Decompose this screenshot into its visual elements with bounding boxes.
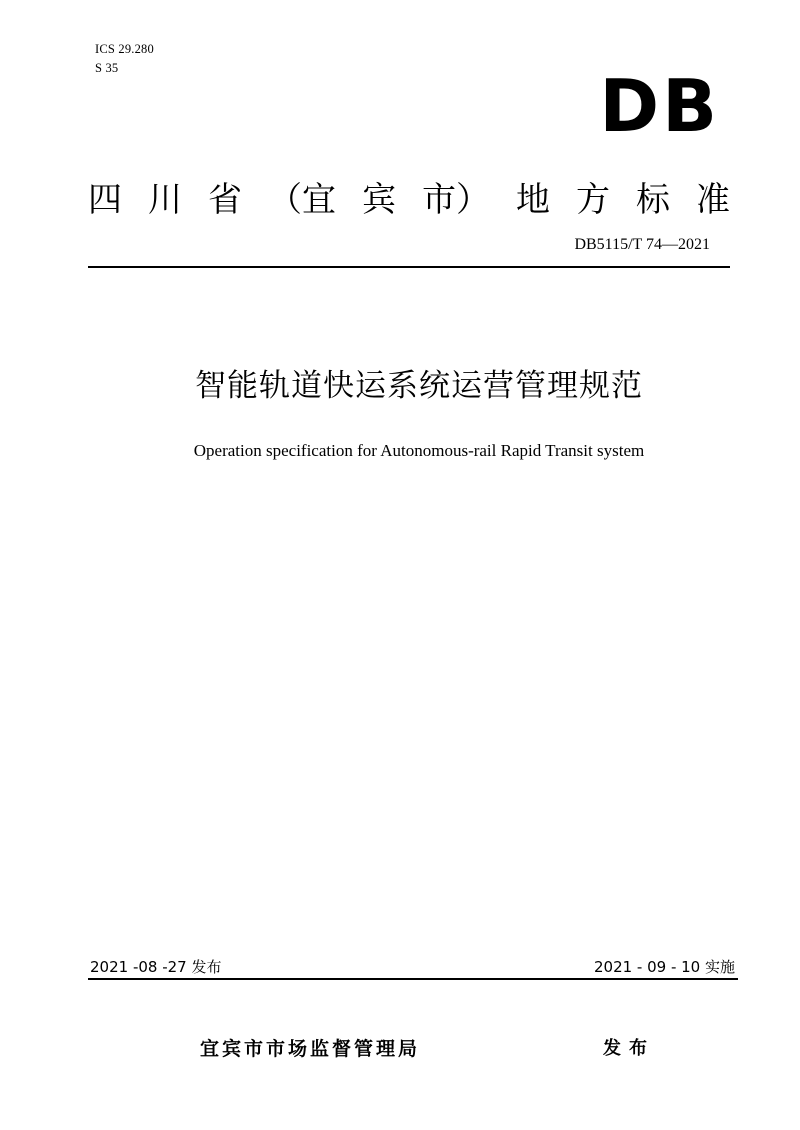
- title-char: 准: [696, 180, 730, 220]
- title-char: 四: [88, 180, 122, 220]
- publish-label: 发布: [603, 1038, 655, 1059]
- document-subtitle: Operation specification for Autonomous-rail Rapid Transit system: [193, 441, 645, 460]
- issuing-authority: 宜宾市市场监督管理局: [200, 1038, 421, 1060]
- title-char: （宜: [268, 180, 336, 220]
- issue-date: 2021 -08 -27 发布: [90, 958, 222, 976]
- title-char: 标: [636, 180, 670, 220]
- title-char: 川: [148, 180, 182, 220]
- footer-divider: [88, 978, 738, 980]
- title-char: 省: [208, 180, 242, 220]
- title-char: 地: [516, 180, 550, 220]
- header-divider: [88, 266, 730, 268]
- ics-classification: [95, 40, 154, 78]
- document-title: 智能轨道快运系统运营管理规范: [195, 368, 643, 404]
- standard-category-title: [88, 172, 730, 228]
- db-logo: DB: [599, 64, 720, 148]
- title-char: 方: [576, 180, 610, 220]
- title-char: 市）: [422, 180, 490, 220]
- ccs-code: S 35: [95, 61, 119, 75]
- ics-code: ICS 29.280: [95, 42, 154, 56]
- title-char: 宾: [362, 180, 396, 220]
- standard-number: DB5115/T 74—2021: [574, 236, 710, 253]
- implementation-date: 2021 - 09 - 10 实施: [593, 958, 735, 976]
